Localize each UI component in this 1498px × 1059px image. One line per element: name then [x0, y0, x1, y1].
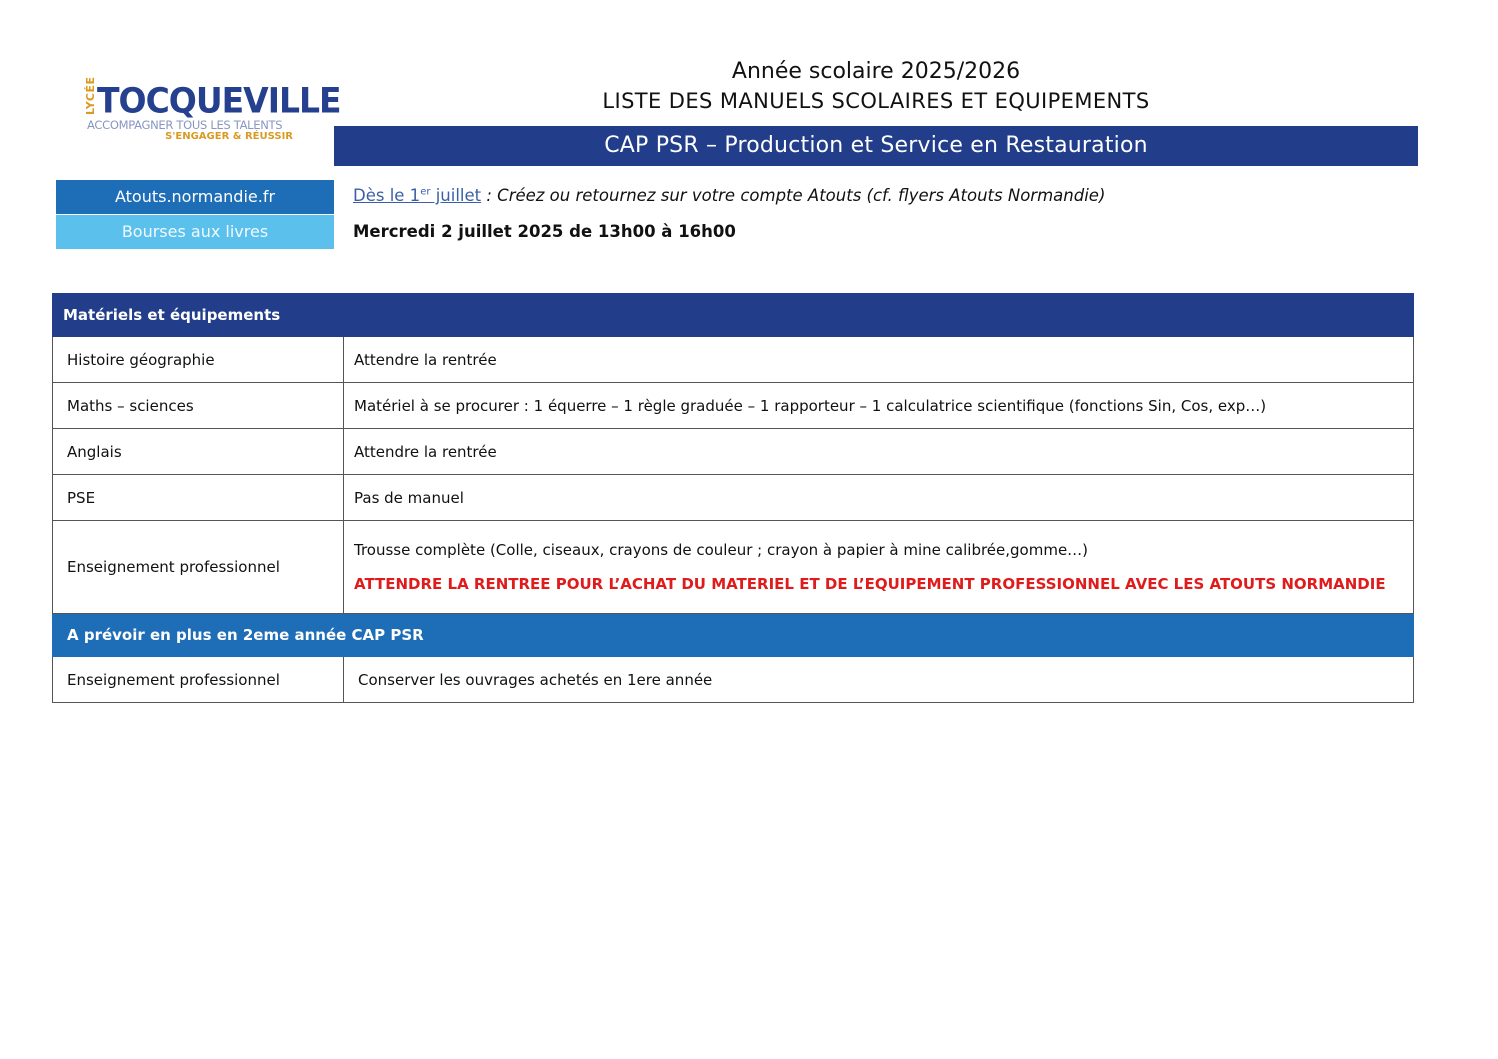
table-row — [53, 337, 1414, 383]
subject-cell: Histoire géographie — [53, 337, 344, 383]
equipment-table — [52, 293, 1414, 703]
table-header-col1: Matériels et équipements — [53, 294, 344, 337]
logo-tagline: ACCOMPAGNER TOUS LES TALENTS — [87, 118, 283, 132]
logo-tagline-secondary: S'ENGAGER & RÉUSSIR — [165, 131, 293, 142]
table-header-col2 — [344, 294, 1414, 337]
logo-name: TOCQUEVILLE — [97, 80, 341, 121]
subject-cell: Enseignement professionnel — [53, 521, 344, 614]
warning-text: ATTENDRE LA RENTREE POUR L’ACHAT DU MATERIEL ET DE L’EQUIPEMENT PROFESSIONNEL AVEC LES ATOUTS NORMANDIE — [354, 575, 1386, 593]
table-row — [53, 429, 1414, 475]
logo-lycee-text: LYCÉE — [84, 76, 97, 116]
table-row — [53, 521, 1414, 614]
section-header-row — [53, 614, 1414, 657]
detail-cell: Conserver les ouvrages achetés en 1ere année — [344, 657, 1414, 703]
date-link[interactable]: Dès le 1er juillet — [353, 186, 482, 205]
bourses-label-box: Bourses aux livres — [56, 215, 334, 249]
subject-cell: PSE — [53, 475, 344, 521]
detail-cell: Attendre la rentrée — [344, 429, 1414, 475]
subject-cell: Maths – sciences — [53, 383, 344, 429]
detail-cell: Attendre la rentrée — [344, 337, 1414, 383]
subject-cell: Anglais — [53, 429, 344, 475]
subject-cell: Enseignement professionnel — [53, 657, 344, 703]
detail-cell: Pas de manuel — [344, 475, 1414, 521]
school-logo — [84, 76, 341, 146]
atouts-instructions — [353, 186, 1105, 205]
atouts-instruction-text: : Créez ou retournez sur votre compte Atouts (cf. flyers Atouts Normandie) — [481, 186, 1106, 205]
table-header-row — [53, 294, 1414, 337]
detail-cell — [344, 521, 1414, 614]
detail-cell: Matériel à se procurer : 1 équerre – 1 règle graduée – 1 rapporteur – 1 calculatrice scientifique (fonctions Sin, Cos, exp…) — [344, 383, 1414, 429]
bourse-date: Mercredi 2 juillet 2025 de 13h00 à 16h00 — [353, 222, 736, 241]
school-year-title: Année scolaire 2025/2026 — [731, 59, 1021, 84]
list-title: LISTE DES MANUELS SCOLAIRES ET EQUIPEMENTS — [602, 89, 1150, 113]
atouts-label-box: Atouts.normandie.fr — [56, 180, 334, 214]
program-banner: CAP PSR – Production et Service en Restauration — [334, 126, 1418, 166]
detail-text: Trousse complète (Colle, ciseaux, crayons de couleur ; crayon à papier à mine calibrée,gomme…) — [354, 541, 1089, 559]
table-row — [53, 475, 1414, 521]
table-row — [53, 383, 1414, 429]
table-row — [53, 657, 1414, 703]
section-title: A prévoir en plus en 2eme année CAP PSR — [53, 614, 1414, 657]
